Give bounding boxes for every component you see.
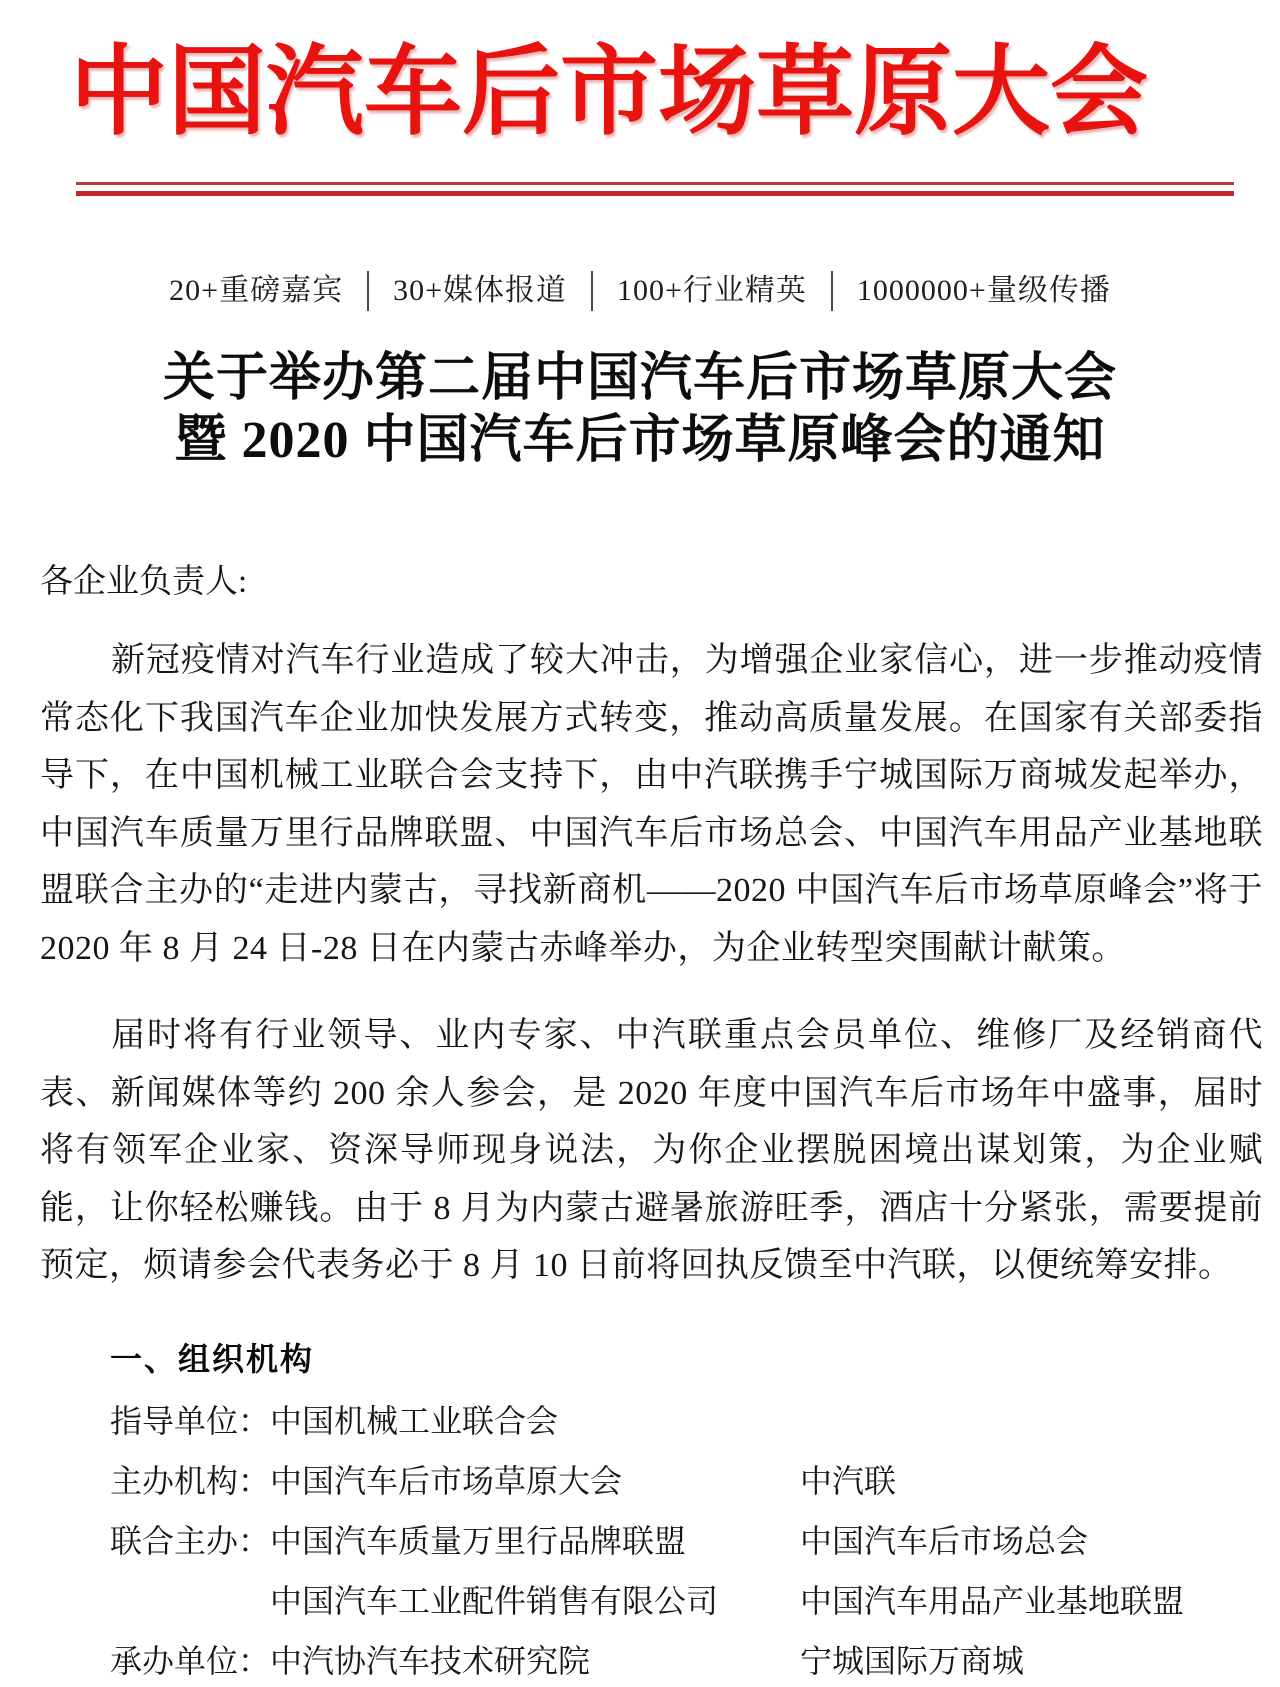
org-col2: 宁城国际万商城 [800,1642,1025,1679]
rule-thin-line [76,182,1234,185]
stat-item-media: 30+媒体报道 [393,274,567,307]
organization-list [110,1391,1263,1687]
stats-bar [0,270,1280,312]
org-col1: 中国汽车工业配件销售有限公司 [270,1582,719,1619]
stat-item-elites: 100+行业精英 [617,274,807,307]
org-label: 主办机构： [110,1462,271,1499]
org-col2: 中汽联 [800,1462,897,1499]
stat-item-reach: 1000000+量级传播 [856,274,1111,307]
org-row-host [110,1451,1263,1511]
org-col1: 中国汽车后市场草原大会 [270,1462,623,1499]
org-row-cohost-2 [110,1571,1263,1631]
body-paragraph-1: 新冠疫情对汽车行业造成了较大冲击，为增强企业家信心，进一步推动疫情常态化下我国汽车企业加快发展方式转变，推动高质量发展。在国家有关部委指导下，在中国机械工业联合会支持下，由中汽联携手宁城国际万商城发起举办，中国汽车质量万里行品牌联盟、中国汽车后市场总会、中国汽车用品产业基地联盟联合主办的“走进内蒙古，寻找新商机——2020 中国汽车后市场草原峰会”将于 2020 年 8 月 24 日-28 日在内蒙古赤峰举办，为企业转型突围献计献策。 [40,642,1263,967]
document-title [0,348,1280,472]
org-row-guidance [110,1391,1263,1451]
org-col2: 中国汽车用品产业基地联盟 [800,1582,1185,1619]
section-heading-organization: 一、组织机构 [110,1340,315,1377]
document-title-line1: 关于举办第二届中国汽车后市场草原大会 [162,350,1117,407]
stat-item-guests: 20+重磅嘉宾 [169,274,344,307]
rule-thick-line [76,191,1234,196]
org-row-organizer [110,1631,1263,1687]
org-row-cohost [110,1511,1263,1571]
masthead-title: 中国汽车后市场草原大会 [70,39,1149,147]
document-title-line2: 暨 2020 中国汽车后市场草原峰会的通知 [174,412,1106,469]
org-label: 承办单位： [110,1642,271,1679]
org-label: 联合主办： [110,1522,271,1559]
org-col2 [800,1391,1263,1451]
salutation: 各企业负责人: [40,564,248,600]
org-col1: 中国机械工业联合会 [270,1402,559,1439]
org-label [110,1571,270,1631]
org-col1: 中国汽车质量万里行品牌联盟 [270,1522,687,1559]
org-col1: 中汽协汽车技术研究院 [270,1642,591,1679]
body-paragraph-2: 届时将有行业领导、业内专家、中汽联重点会员单位、维修厂及经销商代表、新闻媒体等约 200 余人参会，是 2020 年度中国汽车后市场年中盛事，届时将有领军企业家、资深导师现身说法，为你企业摆脱困境出谋划策，为企业赋能，让你轻松赚钱。由于 8 月为内蒙古避暑旅游旺季，酒店十分紧张，需要提前预定，烦请参会代表务必于 8 月 10 日前将回执反馈至中汽联，以便统筹安排。 [40,1017,1263,1284]
org-col2: 中国汽车后市场总会 [800,1522,1089,1559]
double-rule-divider [76,182,1234,196]
org-label: 指导单位： [110,1402,271,1439]
